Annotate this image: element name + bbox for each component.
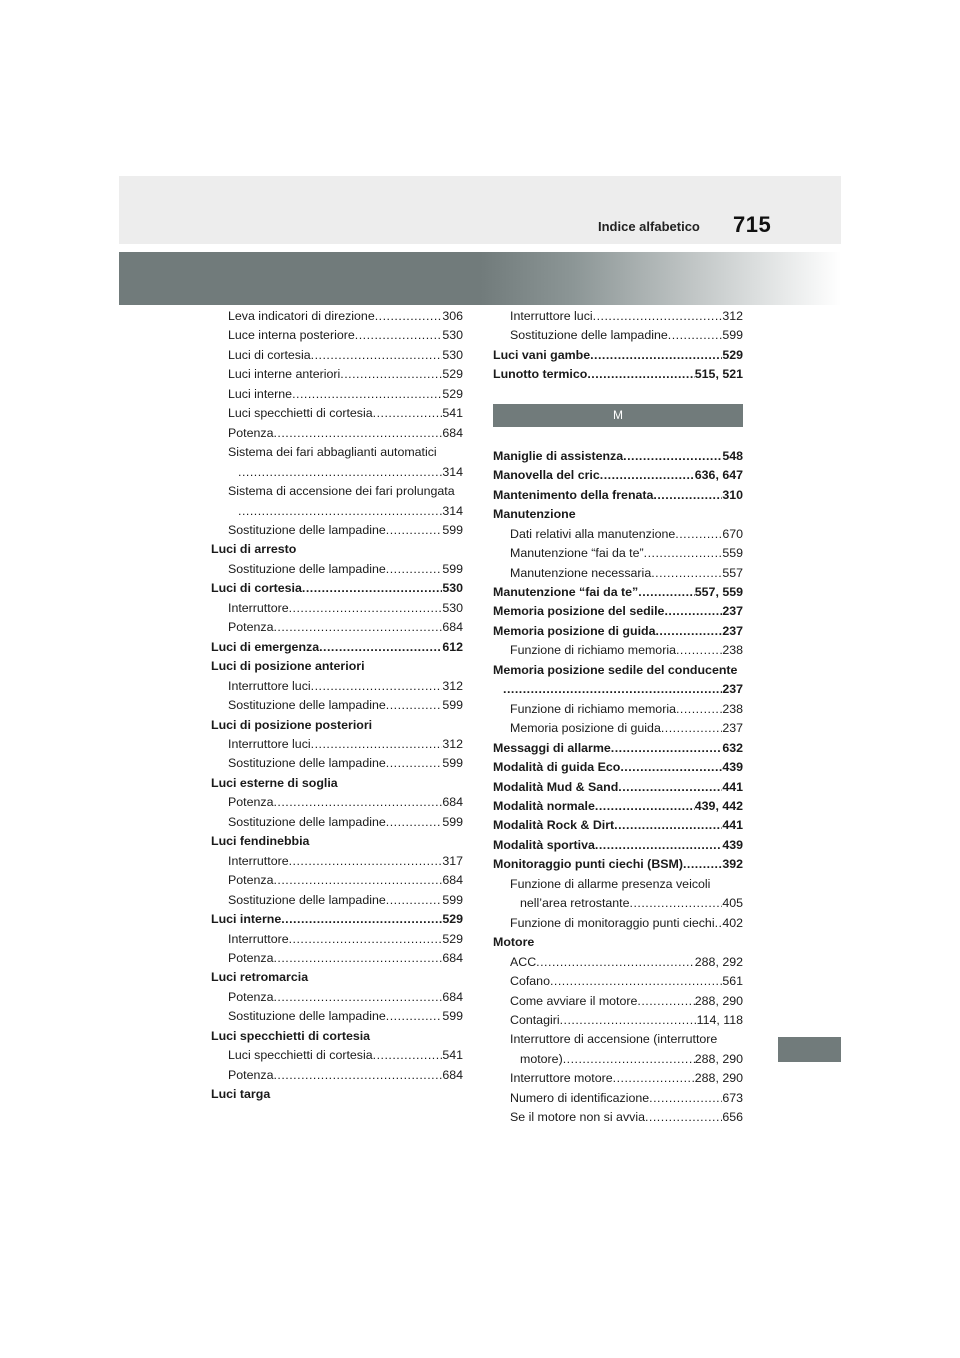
index-entry: [211, 891, 463, 910]
entry-label: Interruttore: [228, 931, 289, 946]
entry-label: ACC: [510, 954, 537, 969]
entry-label: Potenza: [228, 425, 274, 440]
index-heading: Luci di arresto: [211, 542, 297, 557]
entry-page: 599: [722, 328, 743, 343]
entry-label: Potenza: [228, 795, 274, 810]
leader-dots: [340, 365, 442, 384]
entry-label: Potenza: [228, 873, 274, 888]
index-entry: [493, 719, 743, 738]
index-entry: [211, 599, 463, 618]
entry-label: Sostituzione delle lampadine: [228, 698, 386, 713]
entry-label: Luci interne: [211, 912, 282, 927]
leader-dots: [590, 346, 722, 365]
entry-page: 530: [442, 581, 463, 596]
index-entry: [493, 1069, 743, 1088]
index-entry: [211, 579, 463, 598]
leader-dots: [386, 813, 443, 832]
leader-dots: [311, 677, 443, 696]
entry-page: 314: [442, 464, 463, 479]
entry-page: 439, 442: [694, 798, 743, 813]
index-entry: [211, 404, 463, 423]
index-entry: [211, 677, 463, 696]
index-entry: [211, 365, 463, 384]
entry-label: Sostituzione delle lampadine: [228, 522, 386, 537]
entry-label: Interruttore luci: [510, 309, 593, 323]
entry-page: 529: [442, 386, 463, 401]
entry-page: 529: [722, 347, 743, 362]
leader-dots: [386, 560, 443, 579]
leader-dots: [289, 852, 443, 871]
entry-label: Potenza: [228, 950, 274, 965]
index-heading: Luci fendinebbia: [211, 834, 310, 849]
section-letter-bar: M: [493, 404, 743, 427]
leader-dots: [292, 385, 442, 404]
leader-dots: [536, 953, 695, 972]
entry-page: 670: [722, 526, 743, 541]
entry-page: 559: [722, 546, 743, 561]
entry-label: Cofano: [510, 974, 550, 989]
entry-page: 441: [722, 818, 743, 833]
index-entry: [493, 326, 743, 345]
entry-page: 402: [722, 915, 743, 930]
index-entry: [493, 992, 743, 1011]
leader-dots: [386, 521, 443, 540]
section-thumb-tab: [778, 1037, 841, 1062]
entry-page: 237: [722, 604, 743, 619]
entry-label: Mantenimento della frenata: [493, 487, 654, 502]
leader-dots: [238, 463, 442, 482]
leader-dots: [644, 544, 723, 563]
entry-label: Luci vani gambe: [493, 347, 591, 362]
entry-page: 599: [442, 561, 463, 576]
leader-dots: [319, 638, 442, 657]
index-entry: [493, 602, 743, 621]
index-column-right: [493, 307, 743, 1128]
entry-page: 684: [442, 620, 463, 635]
entry-label: nell’area retrostante: [520, 896, 630, 911]
entry-label: Sostituzione delle lampadine: [510, 328, 668, 343]
index-entry: [211, 463, 463, 482]
entry-page: 684: [442, 950, 463, 965]
entry-page: 684: [442, 873, 463, 888]
index-heading: Luci specchietti di cortesia: [211, 1028, 371, 1043]
entry-page: 541: [442, 406, 463, 421]
entry-label: Memoria posizione del sedile: [493, 604, 665, 619]
entry-label: Memoria posizione di guida: [510, 721, 661, 736]
leader-dots: [373, 1046, 443, 1065]
index-entry: [493, 758, 743, 777]
entry-page: 529: [442, 912, 463, 927]
entry-label: Funzione di richiamo memoria: [510, 643, 676, 658]
entry-label: Luci interne: [228, 386, 293, 401]
entry-label: Sostituzione delle lampadine: [228, 756, 386, 771]
index-entry: [493, 544, 743, 563]
entry-label: Leva indicatori di direzione: [228, 309, 375, 323]
entry-page: 312: [722, 309, 743, 323]
leader-dots: [273, 424, 442, 443]
leader-dots: [664, 602, 722, 621]
index-entry: [493, 680, 743, 699]
index-heading: Luci di posizione posteriori: [211, 717, 373, 732]
index-entry: [211, 813, 463, 832]
leader-dots: [675, 525, 722, 544]
index-entry: [493, 700, 743, 719]
entry-label: Funzione di monitoraggio punti ciechi: [510, 915, 715, 930]
index-entry: [211, 793, 463, 812]
entry-page: 530: [442, 328, 463, 343]
entry-page: 599: [442, 522, 463, 537]
leader-dots: [668, 326, 723, 345]
entry-label: Interruttore: [228, 853, 289, 868]
leader-dots: [386, 754, 443, 773]
leader-dots: [611, 739, 723, 758]
entry-label: Manutenzione “fai da te”: [510, 546, 644, 561]
entry-page: 312: [442, 678, 463, 693]
index-entry: [493, 583, 743, 602]
entry-page: 599: [442, 1009, 463, 1024]
entry-page: 632: [722, 740, 743, 755]
entry-label: Luci di cortesia: [211, 581, 302, 596]
index-entry: [493, 972, 743, 991]
entry-label: Modalità normale: [493, 798, 595, 813]
entry-page: 599: [442, 892, 463, 907]
index-entry: [493, 1050, 743, 1069]
entry-label: Potenza: [228, 1067, 274, 1082]
leader-dots: [273, 949, 442, 968]
entry-label: Interruttore motore: [510, 1071, 613, 1086]
entry-label: Manutenzione necessaria: [510, 565, 652, 580]
leader-dots: [311, 735, 443, 754]
index-entry: [211, 910, 463, 929]
entry-page: 288, 290: [694, 993, 743, 1008]
entry-label: Luci specchietti di cortesia: [228, 1048, 373, 1063]
entry-page: 314: [442, 503, 463, 518]
index-entry: [493, 797, 743, 816]
entry-label: Modalità Mud & Sand: [493, 779, 619, 794]
index-entry: [493, 778, 743, 797]
entry-page: 599: [442, 814, 463, 829]
entry-page: 684: [442, 425, 463, 440]
leader-dots: [587, 365, 694, 384]
index-heading: Motore: [493, 935, 535, 950]
entry-label: Sistema di accensione dei fari prolungata: [228, 484, 455, 499]
index-entry: [211, 1007, 463, 1026]
leader-dots: [550, 972, 722, 991]
index-entry: [211, 735, 463, 754]
entry-page: 439: [722, 837, 743, 852]
entry-page: 557: [722, 565, 743, 580]
index-entry: [211, 502, 463, 521]
index-entry: [211, 385, 463, 404]
index-entry: [493, 346, 743, 365]
leader-dots: [600, 466, 695, 485]
entry-label: Memoria posizione di guida: [493, 623, 656, 638]
index-entry: [211, 754, 463, 773]
index-entry: [493, 447, 743, 466]
entry-page: 288, 290: [694, 1051, 743, 1066]
index-entry: [493, 564, 743, 583]
leader-dots: [375, 307, 443, 326]
entry-label: Messaggi di allarme: [493, 740, 611, 755]
entry-label: Potenza: [228, 620, 274, 635]
index-entry: [493, 525, 743, 544]
index-entry: [211, 696, 463, 715]
entry-page: 392: [722, 857, 743, 872]
leader-dots: [676, 700, 722, 719]
index-heading: Luci retromarcia: [211, 970, 309, 985]
entry-label: Sostituzione delle lampadine: [228, 561, 386, 576]
entry-label: Luci interne anteriori: [228, 367, 341, 382]
leader-dots: [302, 579, 442, 598]
entry-page: 530: [442, 600, 463, 615]
leader-dots: [715, 914, 723, 933]
index-entry: [493, 307, 743, 326]
leader-dots: [595, 836, 722, 855]
entry-page: 599: [442, 756, 463, 771]
leader-dots: [563, 1050, 695, 1069]
entry-page: 656: [722, 1110, 743, 1125]
index-entry: [211, 521, 463, 540]
leader-dots: [655, 622, 722, 641]
index-entry: [211, 949, 463, 968]
entry-label: Se il motore non si avvia: [510, 1110, 645, 1125]
index-entry: [493, 365, 743, 384]
entry-page: 684: [442, 795, 463, 810]
leader-dots: [676, 641, 722, 660]
entry-label: Potenza: [228, 989, 274, 1004]
leader-dots: [630, 894, 723, 913]
leader-dots: [281, 910, 442, 929]
entry-label: Luci di cortesia: [228, 347, 311, 362]
index-entry: [493, 641, 743, 660]
index-entry: [493, 466, 743, 485]
entry-label: Manovella del cric: [493, 468, 600, 483]
index-entry: [211, 618, 463, 637]
entry-label: Funzione di richiamo memoria: [510, 701, 676, 716]
entry-page: 561: [722, 974, 743, 989]
index-heading: Luci targa: [211, 1087, 271, 1102]
entry-label: Interruttore: [228, 600, 289, 615]
entry-label: Monitoraggio punti ciechi (BSM): [493, 857, 683, 872]
entry-label: Lunotto termico: [493, 367, 588, 382]
index-heading: Luci di posizione anteriori: [211, 659, 365, 674]
leader-dots: [618, 778, 722, 797]
leader-dots: [683, 855, 722, 874]
index-entry: [211, 930, 463, 949]
entry-page: 237: [722, 721, 743, 736]
page-title: Indice alfabetico: [598, 219, 700, 234]
entry-page: 288, 290: [694, 1071, 743, 1086]
entry-page: 288, 292: [694, 954, 743, 969]
entry-page: 114, 118: [696, 1012, 743, 1027]
entry-page: 636, 647: [694, 468, 743, 483]
entry-page: 557, 559: [694, 584, 743, 599]
index-entry: [211, 424, 463, 443]
leader-dots: [637, 992, 694, 1011]
index-group-l-continued: [493, 307, 743, 385]
leader-dots: [289, 599, 443, 618]
leader-dots: [649, 1089, 722, 1108]
entry-page: 237: [722, 623, 743, 638]
index-entry: [493, 1089, 743, 1108]
leader-dots: [661, 719, 722, 738]
entry-page: 238: [722, 643, 743, 658]
index-entry: [211, 1046, 463, 1065]
entry-page: 312: [442, 736, 463, 751]
entry-label: Modalità di guida Eco: [493, 760, 621, 775]
leader-dots: [613, 1069, 695, 1088]
index-entry: [211, 326, 463, 345]
leader-dots: [373, 404, 443, 423]
leader-dots: [560, 1011, 697, 1030]
leader-dots: [593, 307, 723, 326]
leader-dots: [273, 988, 442, 1007]
leader-dots: [386, 1007, 443, 1026]
entry-page: 515, 521: [694, 367, 743, 382]
index-heading: Memoria posizione sedile del conducente: [493, 662, 738, 677]
leader-dots: [645, 1108, 722, 1127]
leader-dots: [638, 583, 695, 602]
entry-label: Interruttore di accensione (interruttore: [510, 1032, 718, 1047]
entry-page: 673: [722, 1090, 743, 1105]
leader-dots: [386, 696, 443, 715]
entry-page: 530: [442, 347, 463, 362]
leader-dots: [289, 930, 443, 949]
entry-label: Interruttore luci: [228, 678, 311, 693]
entry-label: Sostituzione delle lampadine: [228, 892, 386, 907]
index-entry: [211, 988, 463, 1007]
entry-label: Interruttore luci: [228, 736, 311, 751]
index-entry: [211, 560, 463, 579]
index-heading: Manutenzione: [493, 507, 576, 522]
entry-page: 441: [722, 779, 743, 794]
index-entry: [493, 622, 743, 641]
leader-dots: [355, 326, 443, 345]
entry-label: Sostituzione delle lampadine: [228, 814, 386, 829]
entry-page: 238: [722, 701, 743, 716]
leader-dots: [273, 1066, 442, 1085]
index-entry: [211, 346, 463, 365]
entry-label: Luci specchietti di cortesia: [228, 406, 373, 421]
leader-dots: [386, 891, 443, 910]
page-number: 715: [733, 212, 772, 237]
index-entry: [493, 1108, 743, 1127]
entry-label: Sostituzione delle lampadine: [228, 1009, 386, 1024]
entry-page: 317: [442, 853, 463, 868]
decorative-banner: [119, 252, 841, 305]
entry-page: 684: [442, 989, 463, 1004]
leader-dots: [595, 797, 695, 816]
entry-page: 599: [442, 698, 463, 713]
entry-label: Sistema dei fari abbaglianti automatici: [228, 445, 437, 460]
index-heading: Luci esterne di soglia: [211, 775, 338, 790]
index-entry: [211, 871, 463, 890]
entry-page: 612: [442, 639, 463, 654]
entry-label: Modalità Rock & Dirt: [493, 818, 615, 833]
entry-page: 684: [442, 1067, 463, 1082]
leader-dots: [651, 564, 722, 583]
index-entry: [211, 638, 463, 657]
index-entry: [211, 1066, 463, 1085]
entry-page: 541: [442, 1048, 463, 1063]
entry-label: motore): [520, 1051, 563, 1066]
entry-label: Come avviare il motore: [510, 993, 638, 1008]
index-entry: [493, 1011, 743, 1030]
entry-page: 529: [442, 367, 463, 382]
entry-page: 439: [722, 760, 743, 775]
index-entry: [493, 894, 743, 913]
entry-label: Numero di identificazione: [510, 1090, 650, 1105]
leader-dots: [311, 346, 443, 365]
leader-dots: [623, 447, 722, 466]
leader-dots: [614, 816, 722, 835]
leader-dots: [273, 871, 442, 890]
index-entry: [493, 953, 743, 972]
leader-dots: [503, 680, 722, 699]
entry-page: 405: [722, 896, 743, 911]
index-entry: [211, 307, 463, 326]
entry-label: Manutenzione “fai da te”: [493, 584, 639, 599]
index-column-left: [211, 307, 463, 1105]
leader-dots: [238, 502, 442, 521]
entry-page: 548: [722, 448, 743, 463]
leader-dots: [273, 793, 442, 812]
entry-page: 529: [442, 931, 463, 946]
entry-label: Luci di emergenza: [211, 639, 320, 654]
leader-dots: [620, 758, 722, 777]
index-entry: [493, 914, 743, 933]
entry-page: 310: [722, 487, 743, 502]
index-entry: [493, 739, 743, 758]
entry-label: Funzione di allarme presenza veicoli: [510, 876, 711, 891]
entry-page: 306: [442, 309, 463, 323]
index-entry: [493, 855, 743, 874]
index-entry: [493, 816, 743, 835]
entry-page: 237: [722, 682, 743, 697]
entry-label: Dati relativi alla manutenzione: [510, 526, 676, 541]
entry-label: Contagiri: [510, 1012, 560, 1027]
leader-dots: [653, 486, 722, 505]
entry-label: Luce interna posteriore: [228, 328, 355, 343]
index-group-m: [493, 447, 743, 1128]
entry-label: Modalità sportiva: [493, 837, 595, 852]
index-entry: [211, 852, 463, 871]
index-entry: [493, 486, 743, 505]
entry-label: Maniglie di assistenza: [493, 448, 624, 463]
index-entry: [493, 836, 743, 855]
leader-dots: [273, 618, 442, 637]
